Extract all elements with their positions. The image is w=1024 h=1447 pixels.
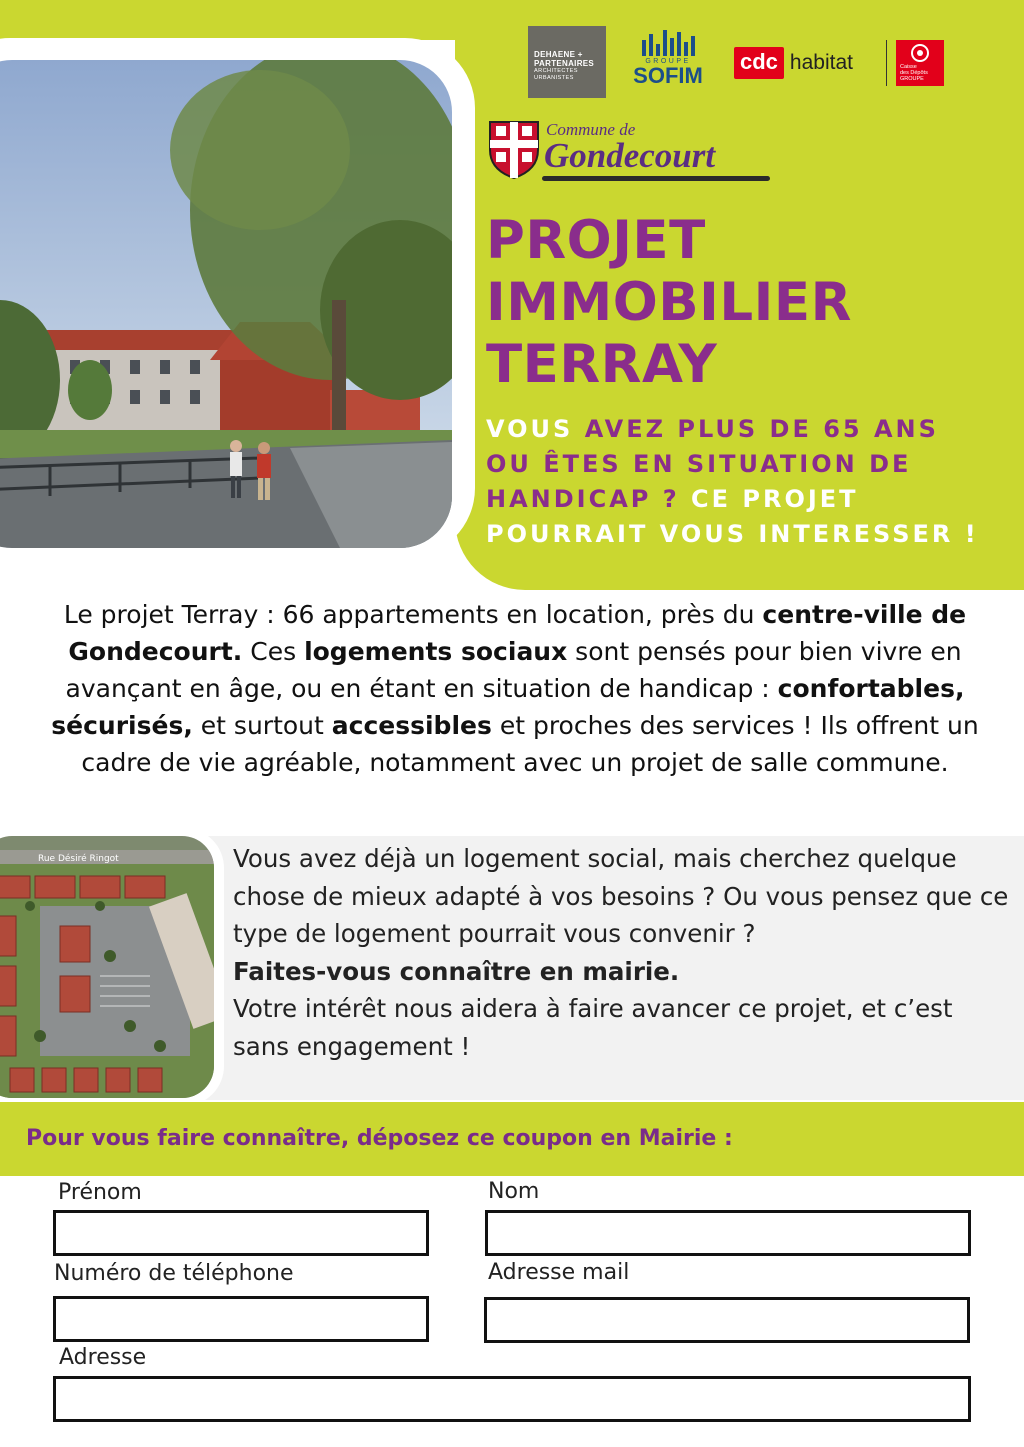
- intro-t1: Le projet Terray : 66 appartements en location, près du: [63, 600, 763, 629]
- prenom-label: Prénom: [58, 1180, 142, 1205]
- commune-prefix: Commune de: [546, 120, 636, 139]
- cdc-habitat-logo: [734, 46, 853, 80]
- cdc-word: habitat: [789, 51, 853, 74]
- intro-paragraph: [20, 596, 1010, 781]
- intro-t3: sont pensés pour bien vivre en avançant en âge, ou en étant en situation de handicap :: [65, 637, 962, 703]
- dehaene-partenaires-logo: [528, 26, 606, 98]
- tagline: [486, 412, 979, 552]
- headline-line3: TERRAY: [486, 334, 718, 395]
- site-plan-image: [0, 836, 214, 1098]
- caisse-line1: Caisse: [900, 64, 917, 70]
- telephone-field[interactable]: [53, 1296, 429, 1342]
- info-bold: Faites-vous connaître en mairie.: [233, 956, 680, 986]
- dehaene-line2: PARTENAIRES: [534, 59, 595, 68]
- caisse-des-depots-logo: [896, 40, 944, 86]
- info-text: [233, 840, 1013, 1065]
- project-photo: [0, 60, 452, 548]
- intro-b1: centre-ville de Gondecourt.: [68, 600, 967, 666]
- telephone-label: Numéro de téléphone: [54, 1261, 294, 1286]
- mail-label: Adresse mail: [488, 1260, 630, 1285]
- sofim-logo: [618, 28, 718, 98]
- caisse-line3: GROUPE: [900, 76, 924, 82]
- info-p1: Vous avez déjà un logement social, mais cherchez quelque chose de mieux adapté à vos besoins ? Ou vous pensez que ce type de logement pourrait vous convenir ?: [233, 844, 1009, 948]
- sofim-bars-icon: [618, 28, 718, 56]
- caisse-line2: des Dépôts: [900, 70, 928, 76]
- plan-street-label: Rue Désiré Ringot: [38, 854, 119, 864]
- dehaene-line1: DEHAENE +: [534, 50, 583, 59]
- project-headline: [486, 210, 852, 396]
- tagline-l4: POURRAIT VOUS INTERESSER !: [486, 520, 979, 548]
- intro-t5: et proches des services ! Ils offrent un cadre de vie agréable, notamment avec un projet de salle commune.: [81, 711, 979, 777]
- tagline-l3a: HANDICAP ?: [486, 485, 692, 513]
- info-p2: Votre intérêt nous aidera à faire avancer ce projet, et c’est sans engagement !: [233, 994, 953, 1061]
- coat-of-arms-icon: [488, 120, 540, 180]
- tagline-l2: OU ÊTES EN SITUATION DE: [486, 450, 912, 478]
- sofim-group-label: GROUPE: [645, 58, 691, 65]
- intro-b2: logements sociaux: [304, 637, 568, 666]
- mail-field[interactable]: [484, 1297, 970, 1343]
- nom-field[interactable]: [485, 1210, 971, 1256]
- intro-b4: accessibles: [331, 711, 492, 740]
- sofim-name: SOFIM: [633, 63, 703, 88]
- commune-name: Gondecourt: [544, 136, 716, 175]
- dehaene-line3: ARCHITECTES: [534, 68, 578, 74]
- tagline-l3b: CE PROJET: [691, 485, 859, 513]
- tagline-l1a: VOUS: [486, 415, 585, 443]
- adresse-label: Adresse: [59, 1345, 147, 1370]
- intro-b3: confortables, sécurisés,: [51, 674, 965, 740]
- intro-t4: et surtout: [192, 711, 332, 740]
- headline-line2: IMMOBILIER: [486, 272, 852, 333]
- adresse-field[interactable]: [53, 1376, 971, 1422]
- prenom-field[interactable]: [53, 1210, 429, 1256]
- coupon-title: Pour vous faire connaître, déposez ce coupon en Mairie :: [26, 1126, 733, 1151]
- dehaene-line4: URBANISTES: [534, 75, 574, 81]
- cdc-mark: cdc: [734, 47, 784, 79]
- tagline-l1b: AVEZ PLUS DE 65 ANS: [584, 415, 939, 443]
- logo-separator: [886, 40, 887, 86]
- intro-t2: Ces: [242, 637, 305, 666]
- coupon-bar: [0, 1102, 1024, 1176]
- nom-label: Nom: [488, 1179, 540, 1204]
- headline-line1: PROJET: [486, 210, 706, 271]
- caisse-emblem-icon: [910, 43, 930, 63]
- commune-logo: [484, 118, 784, 188]
- commune-underline: [542, 176, 770, 181]
